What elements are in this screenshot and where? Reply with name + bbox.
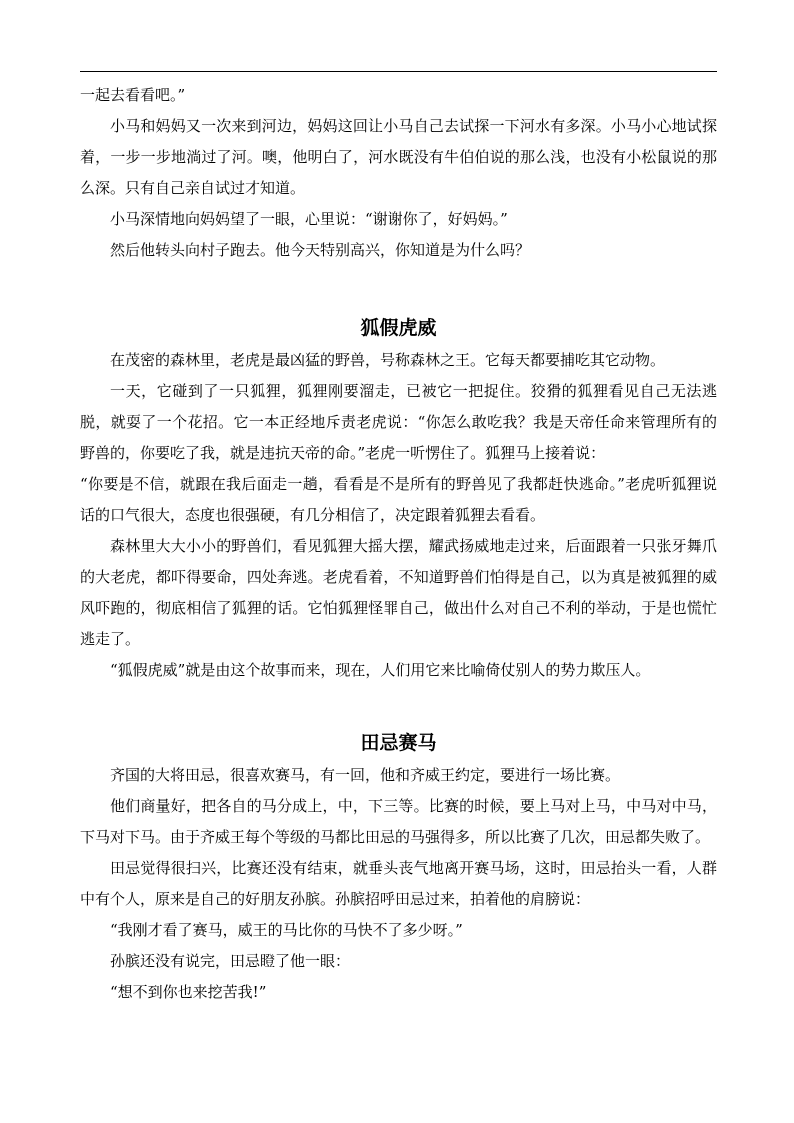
story-title: 田忌赛马: [360, 732, 437, 754]
document-body: [80, 80, 717, 1008]
paragraph: “我刚才看了赛马，威王的马比你的马快不了多少呀。”: [110, 921, 463, 939]
paragraph: 田忌觉得很扫兴，比赛还没有结束，就垂头丧气地离开赛马场，这时，田忌抬头一看，人群中有个人，原来是自己的好朋友孙膑。孙膑招呼田忌过来，拍着他的肩膀说：: [80, 859, 717, 908]
paragraph: 他们商量好，把各自的马分成上，中，下三等。比赛的时候，要上马对上马，中马对中马，下马对下马。由于齐威王每个等级的马都比田忌的马强得多，所以比赛了几次，田忌都失败了。: [80, 797, 717, 846]
paragraph: “想不到你也来挖苦我!”: [110, 983, 267, 1001]
paragraph: 然后他转头向村子跑去。他今天特别高兴，你知道是为什么吗？: [110, 241, 531, 259]
paragraph: 在茂密的森林里，老虎是最凶猛的野兽，号称森林之王。它每天都要捕吃其它动物。: [110, 351, 666, 369]
story-title: 狐假虎威: [360, 317, 437, 339]
paragraph: 齐国的大将田忌，很喜欢赛马，有一回，他和齐威王约定，要进行一场比赛。: [110, 766, 621, 784]
paragraph: “你要是不信，就跟在我后面走一趟，看看是不是所有的野兽见了我都赶快逃命。”老虎听狐狸说话的口气很大，态度也很强硬，有几分相信了，决定跟着狐狸去看看。: [80, 475, 717, 524]
header-rule: [80, 71, 717, 72]
paragraph: “狐假虎威”就是由这个故事而来，现在，人们用它来比喻倚仗别人的势力欺压人。: [110, 661, 651, 679]
paragraph: 小马深情地向妈妈望了一眼，心里说：“谢谢你了，好妈妈。”: [110, 210, 508, 228]
paragraph: 一天，它碰到了一只狐狸，狐狸刚要溜走，已被它一把捉住。狡猾的狐狸看见自己无法逃脱，就耍了一个花招。它一本正经地斥责老虎说：“你怎么敢吃我？我是天帝任命来管理所有的野兽的，你要吃了我，就是违抗天帝的命。”老虎一听愣住了。狐狸马上接着说：: [80, 382, 717, 462]
paragraph: 森林里大大小小的野兽们，看见狐狸大摇大摆，耀武扬威地走过来，后面跟着一只张牙舞爪的大老虎，都吓得要命，四处奔逃。老虎看着，不知道野兽们怕得是自己，以为真是被狐狸的威风吓跑的，彻底相信了狐狸的话。它怕狐狸怪罪自己，做出什么对自己不利的举动，于是也慌忙逃走了。: [80, 537, 717, 648]
paragraph: 小马和妈妈又一次来到河边，妈妈这回让小马自己去试探一下河水有多深。小马小心地试探着，一步一步地淌过了河。噢，他明白了，河水既没有牛伯伯说的那么浅，也没有小松鼠说的那么深。只有自己亲自试过才知道。: [80, 117, 717, 197]
paragraph: 一起去看看吧。”: [80, 86, 186, 104]
paragraph: 孙膑还没有说完，田忌瞪了他一眼：: [110, 952, 351, 970]
